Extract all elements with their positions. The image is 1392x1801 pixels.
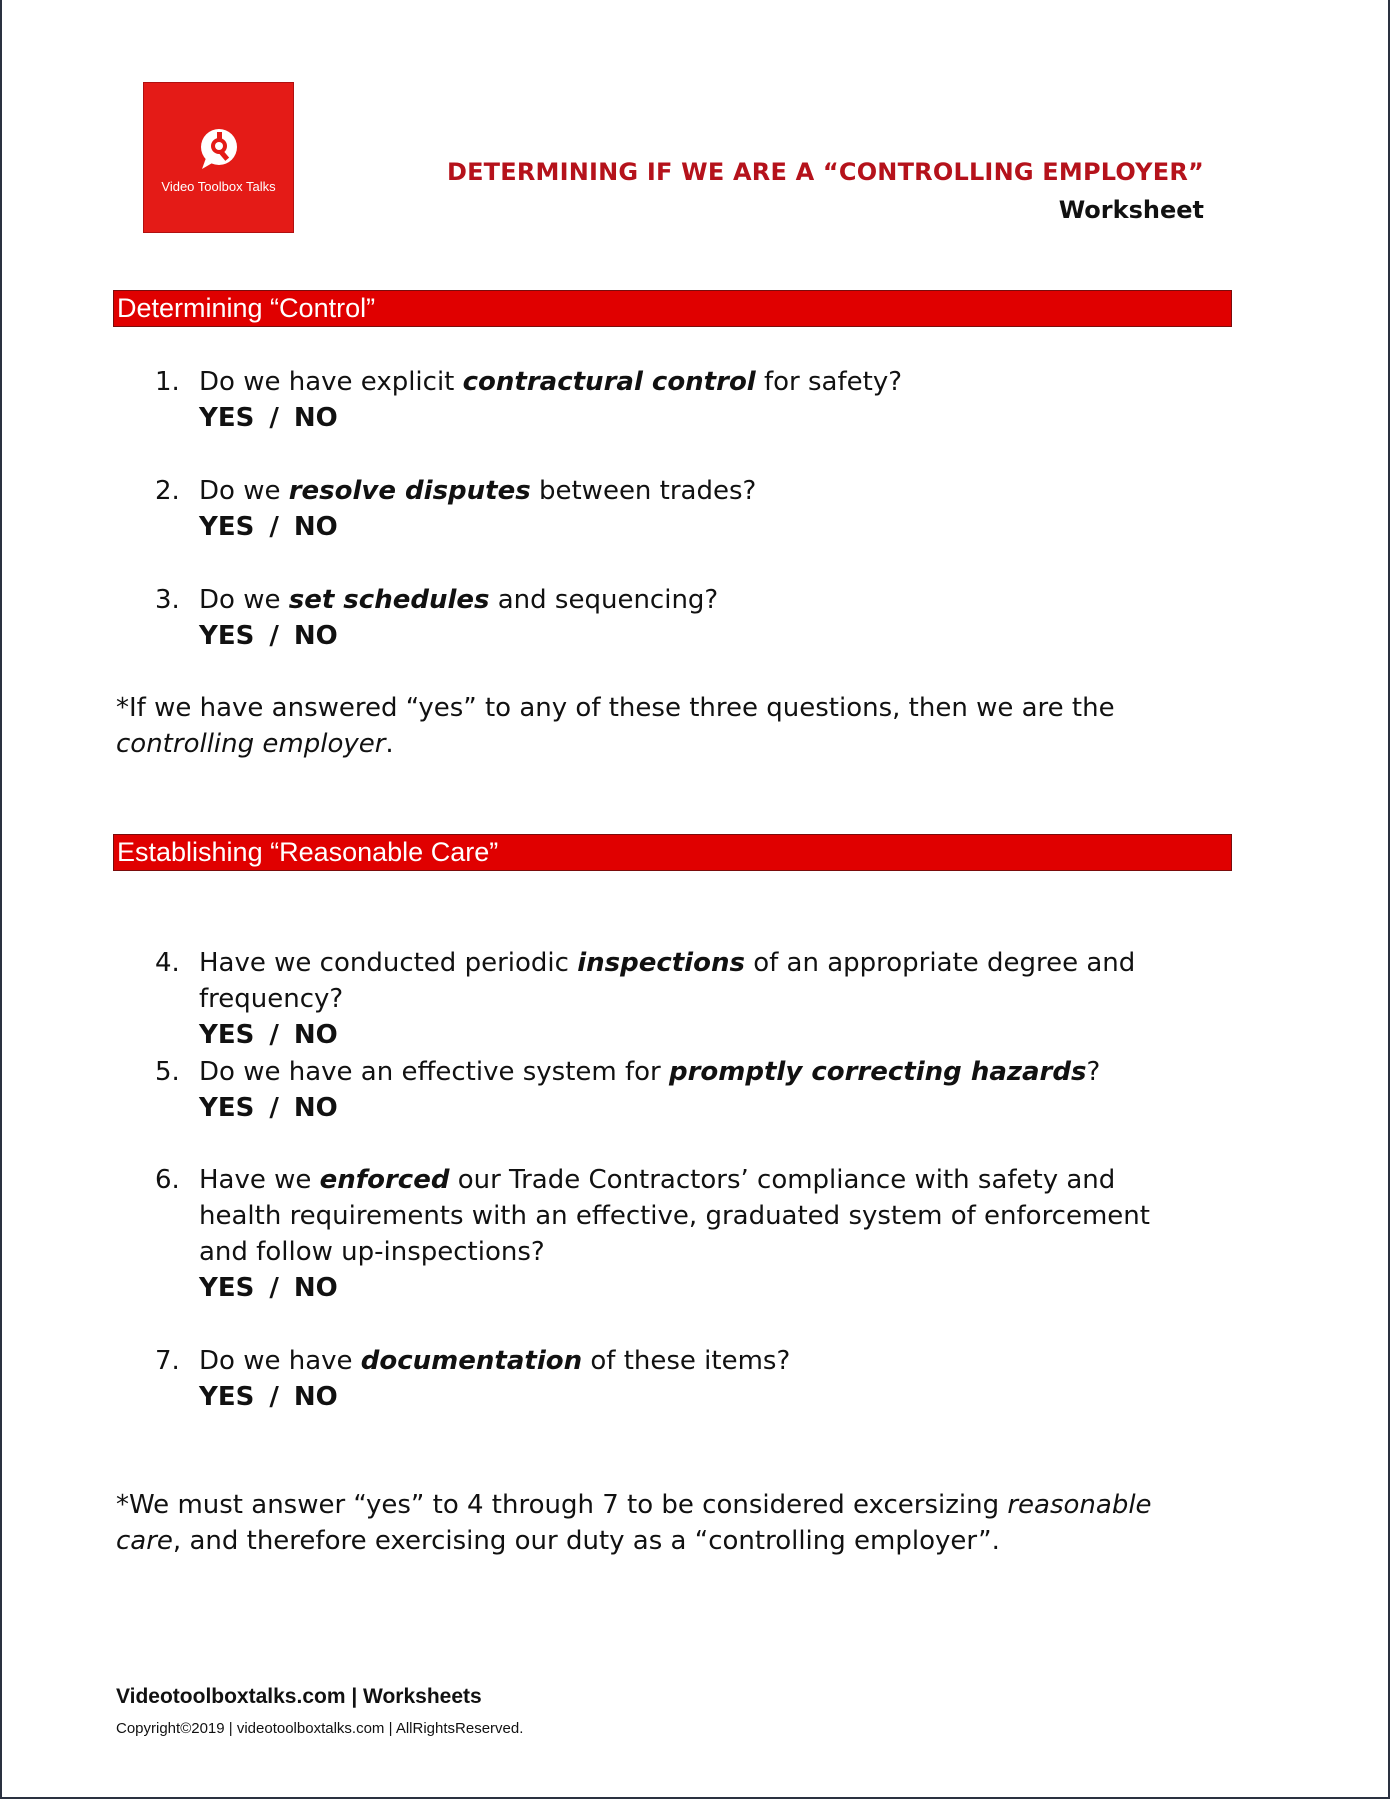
question-item (155, 1343, 1205, 1415)
question-number: 1. (155, 367, 180, 397)
question-item (155, 364, 1205, 436)
question-emphasis: resolve disputes (288, 476, 531, 506)
yes-no-answer: YES / NO (199, 403, 338, 433)
question-item (155, 945, 1205, 1053)
question-text-pre: Have we conducted periodic (199, 948, 578, 978)
question-emphasis: inspections (577, 948, 745, 978)
title-block (447, 158, 1204, 224)
question-text-post: for safety? (755, 367, 903, 397)
question-number: 2. (155, 476, 180, 506)
question-number: 7. (155, 1346, 180, 1376)
question-text (199, 473, 1205, 509)
yes-no-answer: YES / NO (199, 512, 338, 542)
note-reasonable-care (116, 1487, 1206, 1559)
question-text (199, 1162, 1205, 1270)
question-item (155, 1162, 1205, 1306)
question-text-post: and sequencing? (489, 585, 719, 615)
yes-no-answer: YES / NO (199, 1382, 338, 1412)
question-text-post: of an appropriate degree and frequency? (199, 948, 1136, 1014)
note-text-pre: *If we have answered “yes” to any of these three questions, then we are the (116, 693, 1115, 723)
note-text-post: , and therefore exercising our duty as a “controlling employer”. (172, 1526, 1000, 1556)
question-text-post: our Trade Contractors’ compliance with safety and health requirements with an effective, graduated system of enforcement and follow up-inspections? (199, 1165, 1150, 1267)
question-text-pre: Do we (199, 476, 289, 506)
question-emphasis: enforced (319, 1165, 450, 1195)
note-text-pre: *We must answer “yes” to 4 through 7 to be considered excersizing (116, 1490, 1008, 1520)
question-text (199, 1054, 1205, 1090)
question-text-post: ? (1086, 1057, 1101, 1087)
question-emphasis: promptly correcting hazards (669, 1057, 1087, 1087)
question-text (199, 582, 1205, 618)
question-emphasis: set schedules (288, 585, 490, 615)
footer-site: Videotoolboxtalks.com | Worksheets (116, 1685, 482, 1708)
chat-wrench-icon (196, 127, 242, 175)
question-text-post: of these items? (582, 1346, 791, 1376)
question-text (199, 1343, 1205, 1379)
note-emphasis: reasonable care (116, 1490, 1152, 1556)
question-text-post: between trades? (530, 476, 757, 506)
question-text-pre: Do we have an effective system for (199, 1057, 669, 1087)
question-number: 5. (155, 1057, 180, 1087)
note-text-post: . (385, 729, 394, 759)
yes-no-answer: YES / NO (199, 1273, 338, 1303)
note-emphasis: controlling employer (116, 729, 386, 759)
question-item (155, 1054, 1205, 1126)
question-emphasis: contractural control (462, 367, 756, 397)
question-number: 6. (155, 1165, 180, 1195)
question-number: 4. (155, 948, 180, 978)
logo-text: Video Toolbox Talks (161, 179, 276, 194)
question-text (199, 364, 1205, 400)
question-text-pre: Do we (199, 585, 289, 615)
question-item (155, 473, 1205, 545)
note-controlling (116, 690, 1206, 762)
logo (143, 82, 294, 233)
question-text-pre: Have we (199, 1165, 320, 1195)
yes-no-answer: YES / NO (199, 1020, 338, 1050)
yes-no-answer: YES / NO (199, 1093, 338, 1123)
question-item (155, 582, 1205, 654)
section-heading-reasonable-care: Establishing “Reasonable Care” (113, 834, 1232, 871)
page-subtitle: Worksheet (1058, 196, 1204, 224)
yes-no-answer: YES / NO (199, 621, 338, 651)
question-number: 3. (155, 585, 180, 615)
section-heading-control: Determining “Control” (113, 290, 1232, 327)
page-title: DETERMINING IF WE ARE A “CONTROLLING EMPLOYER” (446, 158, 1204, 186)
question-text-pre: Do we have explicit (199, 367, 463, 397)
question-text-pre: Do we have (199, 1346, 361, 1376)
footer-copyright: Copyright©2019 | videotoolboxtalks.com | AllRightsReserved. (116, 1720, 524, 1737)
question-text (199, 945, 1205, 1017)
question-emphasis: documentation (360, 1346, 583, 1376)
